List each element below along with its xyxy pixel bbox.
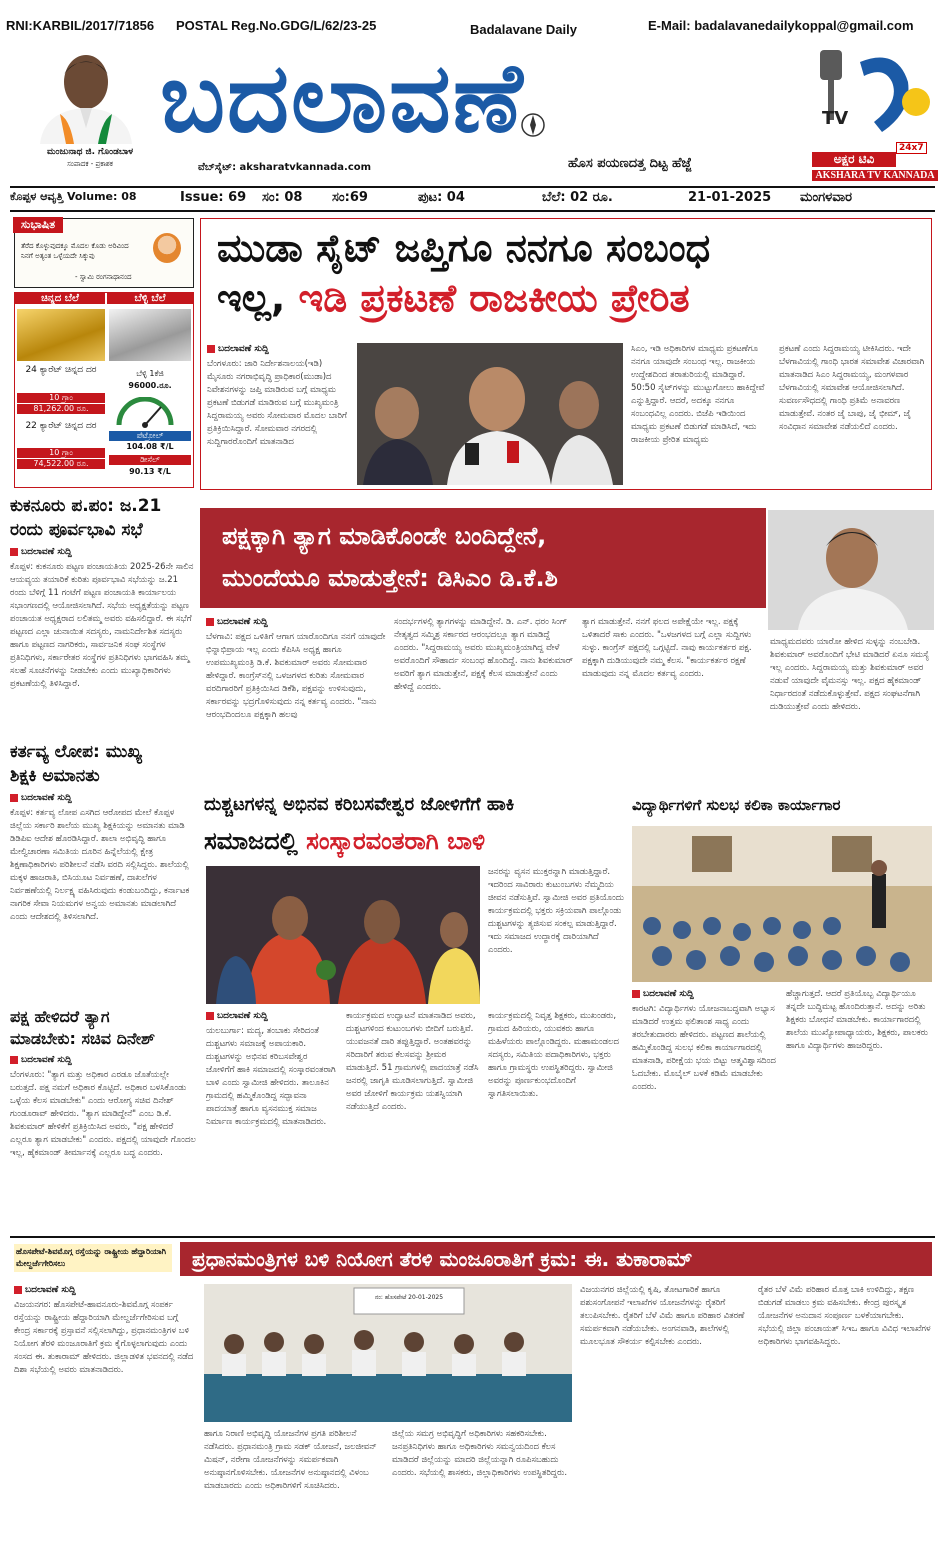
- kartavya-headline-1: ಕರ್ತವ್ಯ ಲೋಪ: ಮುಖ್ಯ: [10, 742, 142, 762]
- dks-col-2: ಸಂದರ್ಭಗಳಲ್ಲಿ ತ್ಯಾಗಗಳನ್ನು ಮಾಡಿದ್ದೇನೆ. ಡಿ. ಎನ್. ಧರಂ ಸಿಂಗ್ ನೇತೃತ್ವದ ಸಮ್ಮಿಶ್ರ ಸರ್ಕಾರದ ಆರಂಭದಲ್ಲೂ ತ್ಯಾಗ ಮಾಡಿದ್ದೆ ಎಂದರು. "ಸಿದ್ದರಾಮಯ್ಯ ಅವರು ಮುಖ್ಯಮಂತ್ರಿಯಾಗಿದ್ದ ವೇಳೆ ಅವರೊಂದಿಗೆ ಸೌಹಾರ್ದ ಸಂಬಂಧ ಹೊಂದಿದ್ದೆ. ನಾನು ಶಿವಕುಮಾರ್ ಅವರಿಗೆ ತ್ಯಾಗ ಮಾಡುತ್ತೇನೆ, ಪಕ್ಷಕ್ಕೆ ಕೆಲಸ ಮಾಡುತ್ತೇನೆ ಎಂದು ಹೇಳಿದ್ದೆ ಎಂದರು.: [394, 617, 574, 692]
- gold22-price: 74,522.00 ರೂ.: [17, 459, 105, 469]
- vidyarthi-byline: ಬದಲಾವಣೆ ಸುದ್ದಿ: [632, 988, 778, 1001]
- pm-rule: [10, 1236, 935, 1238]
- dushta-story: [200, 790, 626, 1230]
- pm-col-1: [14, 1284, 196, 1534]
- kartavya-byline: ಬದಲಾವಣೆ ಸುದ್ದಿ: [10, 792, 196, 805]
- paksha-headline-1: ಪಕ್ಷ ಹೇಳಿದರೆ ತ್ಯಾಗ: [10, 1007, 110, 1026]
- compass-icon: [520, 112, 546, 138]
- kuknur-body: ಕೊಪ್ಪಳ: ಕುಕನೂರು ಪಟ್ಟಣ ಪಂಚಾಯತಿಯ 2025-26ನೇ ಸಾಲಿನ ಆಯವ್ಯಯ ತಯಾರಿಕೆ ಕುರಿತು ಪೂರ್ವಭಾವಿ ಸಭೆಯನ್ನು ಜ.21 ರಂದು ಬೆಳಿಗ್ಗೆ 11 ಗಂಟೆಗೆ ಪಟ್ಟಣ ಪಂಚಾಯತಿ ಕಾರ್ಯಾಲಯ ಸಭಾಂಗಣದಲ್ಲಿ ಆಯೋಜಿಸಲಾಗಿದೆ. ಸಭೆಯ ಅಧ್ಯಕ್ಷತೆಯನ್ನು ಪಟ್ಟಣ ಪಂಚಾಯತ ಅಧ್ಯಕ್ಷರಾದ ಲಲಿತಮ್ಮ ಅವರು ವಹಿಸಲಿದ್ದಾರೆ. ಈ ಸಭೆಗೆ ಪಟ್ಟಣದ ಎಲ್ಲಾ ಚುನಾಯಿತ ಸದಸ್ಯರು, ನಾಮನಿರ್ದೇಶಿತ ಸದಸ್ಯರು ಹಾಗೂ ಪಟ್ಟಣದ ನಾಗರಿಕರು, ಸಾರ್ವಜನಿಕ ಸಂಘ ಸಂಸ್ಥೆಗಳ ಪ್ರತಿನಿಧಿಗಳು, ಸರ್ಕಾರೇತರ ಸಂಸ್ಥೆಗಳ ಪ್ರತಿನಿಧಿಗಳು ಭಾಗವಹಿಸಿ ತಮ್ಮ ಸಲಹೆ ಸೂಚನೆಗಳನ್ನು ನೀಡಬೇಕು ಎಂದು ಮುಖ್ಯಾಧಿಕಾರಿಗಳು ಪ್ರಕಟಣೆಯಲ್ಲಿ ತಿಳಿಸಿದ್ದಾರೆ.: [10, 562, 194, 689]
- fuel-pump-icon: [115, 397, 175, 429]
- silver-unit: ಬೆಳ್ಳಿ 1ಕೆಜಿ: [136, 369, 164, 378]
- dks-story: [200, 508, 935, 786]
- kuknur-body-wrap: [10, 546, 196, 726]
- pm-col-3: ಜಿಲ್ಲೆಯ ಸಮಗ್ರ ಅಭಿವೃದ್ಧಿಗೆ ಅಧಿಕಾರಿಗಳು ಸಹಕರಿಸಬೇಕು. ಜನಪ್ರತಿನಿಧಿಗಳು ಹಾಗೂ ಅಧಿಕಾರಿಗಳು ಸಮನ್ವಯದಿಂದ ಕೆಲಸ ಮಾಡಿದರೆ ಜಿಲ್ಲೆಯನ್ನು ಮಾದರಿ ಜಿಲ್ಲೆಯನ್ನಾಗಿ ರೂಪಿಸಬಹುದು ಎಂದರು. ಸಭೆಯಲ್ಲಿ ಶಾಸಕರು, ಜಿಲ್ಲಾಧಿಕಾರಿಗಳು ಉಪಸ್ಥಿತರಿದ್ದರು.: [392, 1429, 568, 1478]
- editor-name: ಮಂಜುನಾಥ ಜಿ. ಗೊಂಡಬಾಳ: [46, 147, 134, 157]
- pm-headline: ಪ್ರಧಾನಮಂತ್ರಿಗಳ ಬಳಿ ನಿಯೋಗ ತೆರಳಿ ಮಂಜೂರಾತಿಗೆ ಕ್ರಮ: ಈ. ತುಕಾರಾಮ್: [192, 1247, 693, 1271]
- dushta-headline-2a: ಸಮಾಜದಲ್ಲಿ: [204, 827, 307, 855]
- silver-title: ಬೆಳ್ಳಿ ಬೆಲೆ: [107, 293, 193, 304]
- editor-role: ಸಂಪಾದಕ - ಪ್ರಕಾಶಕ: [67, 160, 113, 168]
- pm-col-2: ಹಾಗೂ ನಿರಾಣಿ ಅಭಿವೃದ್ಧಿ ಯೋಜನೆಗಳ ಪ್ರಗತಿ ಪರಿಶೀಲನೆ ನಡೆಸಿದರು. ಪ್ರಧಾನಮಂತ್ರಿ ಗ್ರಾಮ ಸಡಕ್ ಯೋಜನೆ, ಜಲಜೀವನ್ ಮಿಷನ್, ನರೇಗಾ ಯೋಜನೆಗಳನ್ನು ಸಮರ್ಪಕವಾಗಿ ಅನುಷ್ಠಾನಗೊಳಿಸಬೇಕು. ಯೋಜನೆಗಳ ಅನುಷ್ಠಾನದಲ್ಲಿ ವಿಳಂಬ ಮಾಡಬಾರದು ಎಂದು ಅಧಿಕಾರಿಗಳಿಗೆ ಸೂಚಿಸಿದರು.: [204, 1429, 377, 1491]
- subhashita-author: - ಸ್ವಾಮಿ ರಂಗನಾಥಾನಂದ: [75, 273, 132, 281]
- dushta-col-1: [206, 1010, 338, 1228]
- lead-col-3: ಪ್ರಕಟಣೆ ಎಂದು ಸಿದ್ದರಾಮಯ್ಯ ಟೀಕಿಸಿದರು. ಇದೇ ಬೆಳಗಾವಿಯಲ್ಲಿ ಗಾಂಧಿ ಭಾರತ ಸಮಾವೇಶ ವಿಚಾರವಾಗಿ ಮಾತನಾಡಿದ ಸಿಎಂ ಸಿದ್ದರಾಮಯ್ಯ, ಮಂಗಳವಾರ ಬೆಳಗಾವಿಯಲ್ಲಿ ಸಮಾವೇಶ ಆಯೋಜಿಸಲಾಗಿದೆ. ಸುವರ್ಣಸೌಧದಲ್ಲಿ ಗಾಂಧಿ ಪ್ರತಿಮೆ ಅನಾವರಣ ಮಾಡುತ್ತೇವೆ. ನಂತರ ಜೈ ಬಾಪು, ಜೈ ಭೀಮ್, ಜೈ ಸಂವಿಧಾನ ಸಮಾವೇಶ ನಡೆಯಲಿದೆ ಎಂದರು.: [779, 344, 925, 432]
- pm-headline-banner: [180, 1242, 932, 1276]
- gold-title: ಚಿನ್ನದ ಬೆಲೆ: [15, 293, 105, 304]
- gold24-price: 81,262.00 ರೂ.: [17, 404, 105, 414]
- dushta-headline-1: ದುಶ್ಚಟಗಳನ್ನ ಅಭಿನವ ಕರಿಬಸವೇಶ್ವರ ಜೋಳಿಗೆಗೆ ಹಾಕಿ: [204, 794, 515, 815]
- dushta-col-3: ಕಾರ್ಯಕ್ರಮದಲ್ಲಿ ನಿವೃತ್ತ ಶಿಕ್ಷಕರು, ಮುಖಂಡರು, ಗ್ರಾಮದ ಹಿರಿಯರು, ಯುವಕರು ಹಾಗೂ ಮಹಿಳೆಯರು ಪಾಲ್ಗೊಂಡಿದ್ದರು. ಮಹಾಮಂಡಲದ ಸದಸ್ಯರು, ಸಮಿತಿಯ ಪದಾಧಿಕಾರಿಗಳು, ಭಕ್ತರು ಹಾಗೂ ಗ್ರಾಮಸ್ಥರು ಉಪಸ್ಥಿತರಿದ್ದರು. ಸ್ವಾಮೀಜಿ ಅವರನ್ನು ಪೂರ್ಣಕುಂಭದೊಂದಿಗೆ ಸ್ವಾಗತಿಸಲಾಯಿತು.: [488, 1011, 620, 1099]
- paksha-body-wrap: [10, 1054, 196, 1226]
- petrol-label: ಪೆಟ್ರೋಲ್: [109, 431, 191, 441]
- tv-name-kn: ಅಕ್ಷರ ಟಿವಿ: [812, 152, 896, 167]
- swami-photo: [153, 233, 181, 263]
- lead-headline-2: [217, 275, 923, 321]
- issue-no: Issue: 69: [180, 190, 247, 205]
- dushta-headline-2b: ಸಂಸ್ಕಾರವಂತರಾಗಿ ಬಾಳಿ: [306, 827, 486, 855]
- lead-headline-1: ಮುಡಾ ಸೈಟ್ ಜಪ್ತಿಗೂ ನನಗೂ ಸಂಬಂಧ: [217, 226, 711, 270]
- paksha-story: [10, 1006, 196, 1230]
- dushta-col-1-text: ಯಲಬುರ್ಗಾ: ಮದ್ಯ, ತಂಬಾಕು ಸೇರಿದಂತೆ ದುಶ್ಚಟಗಳು ಸಮಾಜಕ್ಕೆ ಅಪಾಯಕಾರಿ. ದುಶ್ಚಟಗಳನ್ನು ಅಭಿನವ ಕರಿಬಸವೇಶ್ವರ ಜೋಳಿಗೆಗೆ ಹಾಕಿ ಸಮಾಜದಲ್ಲಿ ಸಂಸ್ಕಾರವಂತರಾಗಿ ಬಾಳಿ ಎಂದು ಸ್ವಾಮೀಜಿ ಹೇಳಿದರು. ತಾಲೂಕಿನ ಗ್ರಾಮದಲ್ಲಿ ಹಮ್ಮಿಕೊಂಡಿದ್ದ ಸದ್ಭಾವನಾ ಪಾದಯಾತ್ರೆ ಹಾಗೂ ವ್ಯಸನಮುಕ್ತ ಸಮಾಜ ನಿರ್ಮಾಣ ಕಾರ್ಯಕ್ರಮದಲ್ಲಿ ಮಾತನಾಡಿದರು.: [206, 1026, 336, 1127]
- dks-col-3: ತ್ಯಾಗ ಮಾಡುತ್ತೇನೆ. ನನಗೆ ಫಲದ ಅಪೇಕ್ಷೆಯೇ ಇಲ್ಲ. ಪಕ್ಷಕ್ಕೆ ಒಳಿತಾದರೆ ಸಾಕು ಎಂದರು. "ಒಳಜಗಳದ ಬಗ್ಗೆ ಎಲ್ಲಾ ಸುದ್ದಿಗಳು ಸುಳ್ಳು. ಕಾಂಗ್ರೆಸ್ ಪಕ್ಷದಲ್ಲಿ ಒಗ್ಗಟ್ಟಿದೆ. ನಾವು ಕಾರ್ಯಕರ್ತರ ಪಕ್ಷ. ಪಕ್ಷಕ್ಕಾಗಿ ದುಡಿಯುವುದೇ ನಮ್ಮ ಕೆಲಸ. "ಕಾರ್ಯಕರ್ತರ ರಕ್ಷಣೆ ಮಾಡುವುದು ನನ್ನ ಮೊದಲ ಕರ್ತವ್ಯ ಎಂದರು.: [582, 617, 752, 679]
- subhashita-text: ತೆರೆದ ಕೊಳ್ಳುವುದಕ್ಕೂ ಮೊದಲ ಕೊಡು ಅರಿವಿಂದ ನಿನಗೆ ಅತ್ಯಂತ ಒಳ್ಳೆಯದೇ ಸಿಕ್ಕುವು: [21, 242, 129, 260]
- vidyarthi-col-1-text: ಕಾರಟಗಿ: ವಿದ್ಯಾರ್ಥಿಗಳು ಯೋಜನಾಬದ್ಧವಾಗಿ ಅಭ್ಯಾಸ ಮಾಡಿದರೆ ಉತ್ತಮ ಫಲಿತಾಂಶ ಸಾಧ್ಯ ಎಂದು ತರಬೇತುದಾರರು ಹೇಳಿದರು. ಪಟ್ಟಣದ ಶಾಲೆಯಲ್ಲಿ ಹಮ್ಮಿಕೊಂಡಿದ್ದ ಸುಲಭ ಕಲಿಕಾ ಕಾರ್ಯಾಗಾರದಲ್ಲಿ ಮಾತನಾಡಿ, ಪರೀಕ್ಷೆಯ ಭಯ ಬಿಟ್ಟು ಆತ್ಮವಿಶ್ವಾಸದಿಂದ ಓದಬೇಕು. ಮೊಬೈಲ್ ಬಳಕೆ ಕಡಿಮೆ ಮಾಡಬೇಕು ಎಂದರು.: [632, 1004, 776, 1092]
- rates-box: [14, 292, 194, 488]
- sanchike-no: ಸಂ:69: [332, 190, 368, 205]
- subhashita-title: ಸುಭಾಷಿತ: [13, 217, 63, 233]
- kuknur-headline-2: ರಂದು ಪೂರ್ವಭಾವಿ ಸಭೆ: [10, 520, 143, 540]
- pm-story: [10, 1242, 935, 1538]
- silver-bars-icon: [109, 309, 191, 361]
- paksha-headline-2: ಮಾಡಬೇಕು: ಸಚಿವ ದಿನೇಶ್: [10, 1029, 156, 1048]
- paksha-body: ಬೆಂಗಳೂರು: "ತ್ಯಾಗ ಮತ್ತು ಅಧಿಕಾರ ಎರಡೂ ಜೊತೆಯಲ್ಲೇ ಬರುತ್ತದೆ. ಪಕ್ಷ ನಮಗೆ ಅಧಿಕಾರ ಕೊಟ್ಟಿದೆ. ಅಧಿಕಾರ ಬಳಸಿಕೊಂಡು ಒಳ್ಳೆಯ ಕೆಲಸ ಮಾಡಬೇಕು" ಎಂದು ಆರೋಗ್ಯ ಸಚಿವ ದಿನೇಶ್ ಗುಂಡೂರಾವ್ ಹೇಳಿದರು. "ತ್ಯಾಗ ಮಾಡಿದ್ದೇನೆ" ಎಂಬ ಡಿ.ಕೆ. ಶಿವಕುಮಾರ್ ಹೇಳಿಕೆಗೆ ಪ್ರತಿಕ್ರಿಯಿಸಿದ ಅವರು, "ಪಕ್ಷ ಹೇಳಿದರೆ ಎಲ್ಲರೂ ತ್ಯಾಗ ಮಾಡಬೇಕು" ಎಂದರು. ಪಕ್ಷದಲ್ಲಿ ಯಾವುದೇ ಗೊಂದಲ ಇಲ್ಲ, ಹೈಕಮಾಂಡ್ ತೀರ್ಮಾನಕ್ಕೆ ಎಲ್ಲರೂ ಬದ್ಧ ಎಂದರು.: [10, 1070, 196, 1158]
- pm-side-note: ಹೊಸಪೇಟೆ-ಶಿವಮೊಗ್ಗ ರಸ್ತೆಯನ್ನು ರಾಷ್ಟ್ರೀಯ ಹೆದ್ದಾರಿಯಾಗಿ ಮೇಲ್ದರ್ಜೆಗೇರಿಸಲು: [14, 1244, 172, 1272]
- kuknur-story: [10, 494, 196, 734]
- postal-reg: POSTAL Reg.No.GDG/L/62/23-25: [176, 18, 377, 33]
- tv-name-en: AKSHARA TV KANNADA: [812, 170, 938, 181]
- vidyarthi-story: [632, 790, 935, 1230]
- issue-rule-bottom: [10, 210, 935, 212]
- sam-no: ಸಂ: 08: [262, 190, 303, 205]
- rni-number: RNI:KARBIL/2017/71856: [6, 18, 155, 33]
- pm-col-1-text: ವಿಜಯನಗರ: ಹೊಸಪೇಟೆ-ಹಾವನೂರು-ಶಿವಮೊಗ್ಗ ಸಂಪರ್ಕ ರಸ್ತೆಯನ್ನು ರಾಷ್ಟ್ರೀಯ ಹೆದ್ದಾರಿಯಾಗಿ ಮೇಲ್ದರ್ಜೆಗೇರಿಸುವ ಬಗ್ಗೆ ಕೇಂದ್ರ ಸರ್ಕಾರಕ್ಕೆ ಪ್ರಸ್ತಾವನೆ ಸಲ್ಲಿಸಲಾಗಿದ್ದು, ಪ್ರಧಾನಮಂತ್ರಿಗಳ ಬಳಿ ನಿಯೋಗ ತೆರಳಿ ಮಂಜೂರಾತಿಗೆ ಕ್ರಮ ಕೈಗೊಳ್ಳಲಾಗುವುದು ಎಂದು ಸಂಸದ ಈ. ತುಕಾರಾಮ್ ಹೇಳಿದರು. ಜಿಲ್ಲಾಡಳಿತ ಭವನದಲ್ಲಿ ನಡೆದ ದಿಶಾ ಸಭೆಯಲ್ಲಿ ಅವರು ಮಾತನಾಡಿದರು.: [14, 1300, 194, 1375]
- kartavya-headline-2: ಶಿಕ್ಷಕಿ ಅಮಾನತು: [10, 766, 100, 786]
- akshara-tv-logo: [812, 42, 938, 187]
- masthead-title: ಬದಲಾವಣೆ: [160, 42, 525, 154]
- dushta-col-2: ಕಾರ್ಯಕ್ರಮದ ಉದ್ಘಾಟನೆ ಮಾತನಾಡಿದ ಅವರು, ದುಶ್ಚಟಗಳಿಂದ ಕುಟುಂಬಗಳು ಬೀದಿಗೆ ಬರುತ್ತಿವೆ. ಯುವಜನತೆ ದಾರಿ ತಪ್ಪುತ್ತಿದ್ದಾರೆ. ಅಂತಹವರನ್ನು ಸರಿದಾರಿಗೆ ತರುವ ಕೆಲಸವನ್ನು ಶ್ರೀಮಠ ಮಾಡುತ್ತಿದೆ. 51 ಗ್ರಾಮಗಳಲ್ಲಿ ಪಾದಯಾತ್ರೆ ನಡೆಸಿ ಜನರಲ್ಲಿ ಜಾಗೃತಿ ಮೂಡಿಸಲಾಗುತ್ತಿದೆ. ಸ್ವಾಮೀಜಿ ಅವರ ಜೋಳಿಗೆ ಕಾರ್ಯಕ್ರಮ ಯಶಸ್ವಿಯಾಗಿ ನಡೆಯುತ್ತಿದೆ ಎಂದರು.: [346, 1011, 479, 1112]
- editor-photo: [30, 44, 142, 144]
- diesel-label: ಡೀಸೆಲ್: [109, 455, 191, 465]
- kuknur-headline-1: ಕುಕನೂರು ಪ.ಪಂ: ಜ.21: [10, 496, 162, 516]
- issue-date: 21-01-2025: [688, 190, 772, 205]
- price: ಬೆಲೆ: 02 ರೂ.: [542, 190, 613, 205]
- top-bar: [0, 0, 945, 38]
- subhashita-box: [14, 218, 194, 288]
- kartavya-body: ಕೊಪ್ಪಳ: ಕರ್ತವ್ಯ ಲೋಪ ಎಸಗಿದ ಆರೋಪದ ಮೇಲೆ ಕೊಪ್ಪಳ ಜಿಲ್ಲೆಯ ಸರ್ಕಾರಿ ಶಾಲೆಯ ಮುಖ್ಯ ಶಿಕ್ಷಕಿಯನ್ನು ಅಮಾನತು ಮಾಡಿ ಡಿಡಿಪಿಐ ಆದೇಶ ಹೊರಡಿಸಿದ್ದಾರೆ. ಶಾಲಾ ಅಭಿವೃದ್ಧಿ ಹಾಗೂ ಮೇಲ್ವಿಚಾರಣಾ ಸಮಿತಿಯ ದೂರಿನ ಹಿನ್ನೆಲೆಯಲ್ಲಿ ಕ್ಷೇತ್ರ ಶಿಕ್ಷಣಾಧಿಕಾರಿಗಳು ಪರಿಶೀಲನೆ ನಡೆಸಿ ವರದಿ ಸಲ್ಲಿಸಿದ್ದರು. ಶಾಲೆಯಲ್ಲಿ ಮಕ್ಕಳ ಹಾಜರಾತಿ, ಬಿಸಿಯೂಟ ನಿರ್ವಹಣೆ, ದಾಖಲೆಗಳ ನಿರ್ವಹಣೆಯಲ್ಲಿ ನಿರ್ಲಕ್ಷ್ಯ ವಹಿಸಿರುವುದು ಕಂಡುಬಂದಿದ್ದು, ಕರ್ನಾಟಕ ನಾಗರಿಕ ಸೇವಾ ನಿಯಮಗಳ ಅನ್ವಯ ಅಮಾನತು ಮಾಡಲಾಗಿದೆ ಎಂದು ಆದೇಶದಲ್ಲಿ ತಿಳಿಸಲಾಗಿದೆ.: [10, 808, 190, 922]
- vidyarthi-col-2: ಹೆಚ್ಚಾಗುತ್ತದೆ. ಆದರೆ ಪ್ರತಿಯೊಬ್ಬ ವಿದ್ಯಾರ್ಥಿಯೂ ತನ್ನದೇ ಬುದ್ಧಿಮಟ್ಟ ಹೊಂದಿರುತ್ತಾನೆ. ಅದನ್ನು ಅರಿತು ಶಿಕ್ಷಕರು ಬೋಧನೆ ಮಾಡಬೇಕು. ಕಾರ್ಯಾಗಾರದಲ್ಲಿ ಶಾಲೆಯ ಮುಖ್ಯೋಪಾಧ್ಯಾಯರು, ಶಿಕ್ಷಕರು, ಪಾಲಕರು ಹಾಗೂ ವಿದ್ಯಾರ್ಥಿಗಳು ಹಾಜರಿದ್ದರು.: [786, 989, 928, 1051]
- lead-col-1: [207, 343, 351, 485]
- dks-headline-1: ಪಕ್ಷಕ್ಕಾಗಿ ತ್ಯಾಗ ಮಾಡಿಕೊಂಡೇ ಬಂದಿದ್ದೇನೆ,: [222, 522, 547, 550]
- lead-story: [200, 218, 932, 490]
- kartavya-body-wrap: [10, 792, 196, 992]
- lead-byline: ಬದಲಾವಣೆ ಸುದ್ದಿ: [207, 343, 351, 356]
- kuknur-byline: ಬದಲಾವಣೆ ಸುದ್ದಿ: [10, 546, 196, 559]
- pm-photo-meeting: [204, 1284, 572, 1422]
- vidyarthi-col-1: [632, 988, 778, 1228]
- dks-headline-banner: [200, 508, 766, 608]
- gold24-unit: 10 ಗ್ರಾಂ: [17, 393, 105, 403]
- tv-247: 24x7: [896, 142, 927, 154]
- dks-headline-2: ಮುಂದೆಯೂ ಮಾಡುತ್ತೇನೆ: ಡಿಸಿಎಂ ಡಿ.ಕೆ.ಶಿ: [222, 564, 558, 592]
- diesel-price: 90.13 ₹/L: [129, 467, 171, 476]
- lead-photo-siddaramaiah: [357, 343, 623, 485]
- gold22-unit: 10 ಗ್ರಾಂ: [17, 448, 105, 458]
- dushta-photo-swamiji: [206, 866, 480, 1004]
- dushta-col-0: ಜನರನ್ನು ವ್ಯಸನ ಮುಕ್ತರನ್ನಾಗಿ ಮಾಡುತ್ತಿದ್ದಾರೆ. ಇದರಿಂದ ಸಾವಿರಾರು ಕುಟುಂಬಗಳು ನೆಮ್ಮದಿಯ ಜೀವನ ನಡೆಸುತ್ತಿವೆ. ಸ್ವಾಮೀಜಿ ಅವರ ಪ್ರತಿಯೊಂದು ಕಾರ್ಯಕ್ರಮದಲ್ಲಿ ಭಕ್ತರು ಸಕ್ರಿಯವಾಗಿ ಪಾಲ್ಗೊಂಡು ದುಶ್ಚಟಗಳನ್ನು ತ್ಯಜಿಸುವ ಸಂಕಲ್ಪ ಮಾಡುತ್ತಿದ್ದಾರೆ. ಇದು ಸಮಾಜದ ಉದ್ಧಾರಕ್ಕೆ ದಾರಿಯಾಗಿದೆ ಎಂದರು.: [488, 867, 624, 955]
- pm-photo-banner-text: ನಂ: ಹೊಸಪೇಟೆ 20-01-2025: [374, 1294, 444, 1301]
- page-count: ಪುಟ: 04: [418, 190, 465, 205]
- pm-col-4: ವಿಜಯನಗರ ಜಿಲ್ಲೆಯಲ್ಲಿ ಕೃಷಿ, ತೋಟಗಾರಿಕೆ ಹಾಗೂ ಪಶುಸಂಗೋಪನೆ ಇಲಾಖೆಗಳ ಯೋಜನೆಗಳನ್ನು ರೈತರಿಗೆ ತಲುಪಿಸಬೇಕು. ರೈತರಿಗೆ ಬೆಳೆ ವಿಮೆ ಹಾಗೂ ಪರಿಹಾರ ವಿತರಣೆ ಸಮರ್ಪಕವಾಗಿ ನಡೆಯಬೇಕು. ಅಂಗನವಾಡಿ, ಶಾಲೆಗಳಲ್ಲಿ ಮೂಲಭೂತ ಸೌಕರ್ಯ ಕಲ್ಪಿಸಬೇಕು ಎಂದರು.: [580, 1285, 745, 1347]
- issue-bar: [10, 188, 935, 210]
- edition: ಕೊಪ್ಪಳ ಆವೃತ್ತಿ Volume: 08: [10, 190, 137, 203]
- tagline: ಹೊಸ ಪಯಣದತ್ತ ದಿಟ್ಟ ಹೆಜ್ಜೆ: [568, 156, 692, 171]
- petrol-price: 104.08 ₹/L: [126, 442, 174, 451]
- lead-headline-2a: ಇಲ್ಲ,: [217, 276, 299, 320]
- vidyarthi-photo-classroom: [632, 826, 932, 982]
- dushta-byline: ಬದಲಾವಣೆ ಸುದ್ದಿ: [206, 1010, 338, 1023]
- gold24-label: 24 ಕ್ಯಾರೆಟ್ ಚಿನ್ನದ ದರ: [25, 365, 97, 375]
- dushta-headline-2: [204, 824, 485, 858]
- paper-name-en: Badalavane Daily: [470, 22, 577, 37]
- silver-price: 96000.ರೂ.: [128, 381, 172, 390]
- pm-col-5: ರೈತರ ಬೆಳೆ ವಿಮೆ ಪರಿಹಾರ ಮೊತ್ತ ಬಾಕಿ ಉಳಿದಿದ್ದು, ತಕ್ಷಣ ಬಿಡುಗಡೆ ಮಾಡಲು ಕ್ರಮ ವಹಿಸಬೇಕು. ಕೇಂದ್ರ ಪುರಸ್ಕೃತ ಯೋಜನೆಗಳ ಅನುದಾನ ಸಂಪೂರ್ಣ ಬಳಕೆಯಾಗಬೇಕು. ಸಭೆಯಲ್ಲಿ ಜಿಲ್ಲಾ ಪಂಚಾಯತ್ ಸಿಇಒ ಹಾಗೂ ವಿವಿಧ ಇಲಾಖೆಗಳ ಅಧಿಕಾರಿಗಳು ಭಾಗವಹಿಸಿದ್ದರು.: [758, 1285, 931, 1347]
- dks-col-4: ಮಾಧ್ಯಮದವರು ಯಾರೋ ಹೇಳಿದ ಸುಳ್ಳನ್ನು ನಂಬಬೇಡಿ. ಶಿವಕುಮಾರ್ ಅವರೊಂದಿಗೆ ಭೇಟಿ ಮಾಡಿದರೆ ಏನೂ ಸಮಸ್ಯೆ ಇಲ್ಲ ಎಂದರು. ಸಿದ್ದರಾಮಯ್ಯ ಮತ್ತು ಶಿವಕುಮಾರ್ ಅವರ ನಡುವೆ ಯಾವುದೇ ವೈಮನಸ್ಸು ಇಲ್ಲ. ಪಕ್ಷದ ಹೈಕಮಾಂಡ್ ನಿರ್ಧಾರದಂತೆ ನಡೆದುಕೊಳ್ಳುತ್ತೇವೆ. ಪಕ್ಷದ ಸಂಘಟನೆಗಾಗಿ ದುಡಿಯುತ್ತೇವೆ ಎಂದು ಹೇಳಿದರು.: [770, 637, 930, 712]
- dks-byline: ಬದಲಾವಣೆ ಸುದ್ದಿ: [206, 616, 386, 629]
- dks-col-1: [206, 616, 386, 784]
- lead-headline-2b: ಇಡಿ ಪ್ರಕಟಣೆ ರಾಜಕೀಯ ಪ್ರೇರಿತ: [298, 276, 690, 320]
- kartavya-story: [10, 740, 196, 1002]
- email-address: E-Mail: badalavanedailykoppal@gmail.com: [648, 18, 914, 33]
- lead-col-1-text: ಬೆಂಗಳೂರು: ಜಾರಿ ನಿರ್ದೇಶನಾಲಯ(ಇಡಿ) ಮೈಸೂರು ನಗರಾಭಿವೃದ್ಧಿ ಪ್ರಾಧಿಕಾರ(ಮುಡಾ)ದ ನಿವೇಶನಗಳನ್ನು ಜಪ್ತಿ ಮಾಡಿರುವ ಬಗ್ಗೆ ಮಾಧ್ಯಮ ಪ್ರಕಟಣೆ ಬಿಡುಗಡೆ ಮಾಡಿರುವ ಬಗ್ಗೆ ಮುಖ್ಯಮಂತ್ರಿ ಸಿದ್ದರಾಮಯ್ಯ ಅವರು ಸೋಮವಾರ ಮೊದಲ ಬಾರಿಗೆ ಪ್ರತಿಕ್ರಿಯಿಸಿದ್ದಾರೆ. ಸೋಮವಾರ ನಗರದಲ್ಲಿ ಸುದ್ದಿಗಾರರೊಂದಿಗೆ ಮಾತನಾಡಿದ: [207, 359, 347, 447]
- gold-bars-icon: [17, 309, 105, 361]
- svg-text:TV: TV: [822, 108, 849, 129]
- pm-byline: ಬದಲಾವಣೆ ಸುದ್ದಿ: [14, 1284, 196, 1297]
- dks-col-1-text: ಬೆಳಗಾವಿ: ಪಕ್ಷದ ಒಳಿತಿಗೆ ಆಗಾಗ ಯಾರೊಂದಿಗೂ ನನಗೆ ಯಾವುದೇ ಭಿನ್ನಾಭಿಪ್ರಾಯ ಇಲ್ಲ ಎಂದು ಕೆಪಿಸಿಸಿ ಅಧ್ಯಕ್ಷ ಹಾಗೂ ಉಪಮುಖ್ಯಮಂತ್ರಿ ಡಿ.ಕೆ. ಶಿವಕುಮಾರ್ ಅವರು ಸೋಮವಾರ ಹೇಳಿದ್ದಾರೆ. ಕಾಂಗ್ರೆಸ್‌ನಲ್ಲಿ ಒಳಜಗಳದ ಕುರಿತು ಸೋಮವಾರ ವರದಿಗಾರರಿಗೆ ಪ್ರತಿಕ್ರಿಯಿಸಿದ ಡಿಕೆಶಿ, ಪಕ್ಷವನ್ನು ಉಳಿಸುವುದು, ಸರ್ಕಾರವನ್ನು ಭದ್ರಗೊಳಿಸುವುದು ನನ್ನ ಕರ್ತವ್ಯ ಎಂದರು. "ನಾನು ಆರಂಭದಿಂದಲೂ ಪಕ್ಷಕ್ಕಾಗಿ ಹಲವು: [206, 632, 386, 720]
- lead-col-2: ಸಿಎಂ, ಇಡಿ ಅಧಿಕಾರಿಗಳ ಮಾಧ್ಯಮ ಪ್ರಕಟಣೆಗೂ ನನಗೂ ಯಾವುದೇ ಸಂಬಂಧ ಇಲ್ಲ. ರಾಜಕೀಯ ಉದ್ದೇಶದಿಂದ ತರಾತುರಿಯಲ್ಲಿ ಮಾಡಿದ್ದಾರೆ. 50:50 ಸೈಟ್‌ಗಳನ್ನು ಮುಟ್ಟುಗೋಲು ಹಾಕಿದ್ದೇವೆ ಎನ್ನುತ್ತಿದ್ದಾರೆ. ಆದರೆ, ಅದಕ್ಕೂ ನನಗೂ ಸಂಬಂಧವಿಲ್ಲ ಎಂದರು. ಬಿಜೆಪಿ ಇಡಿಯಿಂದ ಮಾಧ್ಯಮ ಪ್ರಕಟಣೆ ಬಿಡುಗಡೆ ಮಾಡಿಸಿದೆ, ಇದು ರಾಜಕೀಯ ಪ್ರೇರಿತ ಮಾಧ್ಯಮ: [631, 344, 765, 445]
- paksha-byline: ಬದಲಾವಣೆ ಸುದ್ದಿ: [10, 1054, 196, 1067]
- vidyarthi-headline: ವಿದ್ಯಾರ್ಥಿಗಳಿಗೆ ಸುಲಭ ಕಲಿಕಾ ಕಾರ್ಯಾಗಾರ: [632, 796, 841, 814]
- dks-photo: [768, 510, 934, 630]
- gold22-label: 22 ಕ್ಯಾರೆಟ್ ಚಿನ್ನದ ದರ: [25, 421, 97, 431]
- issue-day: ಮಂಗಳವಾರ: [800, 190, 853, 205]
- website: ವೆಬ್‌ಸೈಟ್: aksharatvkannada.com: [198, 162, 372, 173]
